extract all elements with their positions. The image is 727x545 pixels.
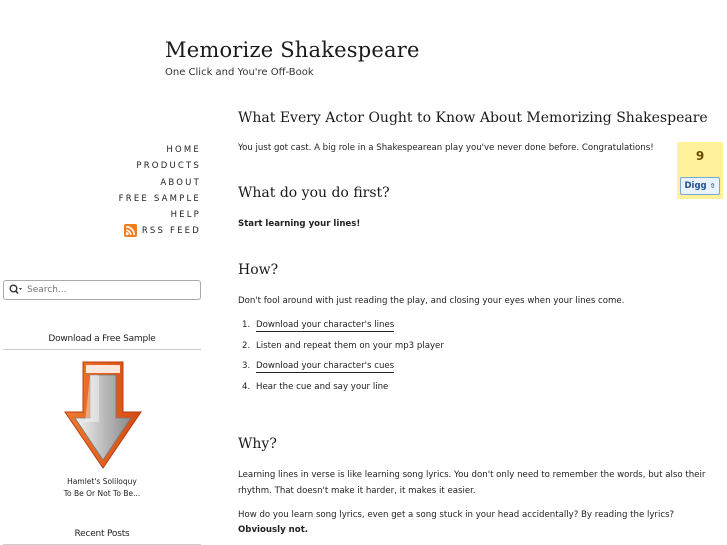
- step-number: 2.: [242, 340, 251, 351]
- search-icon: [9, 284, 23, 296]
- rss-icon: [124, 224, 137, 237]
- rss-feed-link[interactable]: [124, 224, 201, 237]
- how-text: Don't fool around with just reading the play, and closing your eyes when your lines come.: [238, 296, 625, 306]
- step-number: 4.: [242, 382, 251, 393]
- why-text-answer: [238, 525, 308, 535]
- post-intro: You just got cast. A big role in a Shakespearean play you've never done before. Congratulations!: [238, 143, 654, 153]
- site-tagline: One Click and You're Off-Book: [165, 67, 314, 78]
- search-box[interactable]: [3, 280, 201, 300]
- heading-what-first: What do you do first?: [238, 185, 390, 201]
- digg-label: Digg: [684, 181, 707, 191]
- nav-item-about[interactable]: ABOUT: [160, 177, 201, 188]
- digg-arrow-icon: ⇧: [709, 182, 716, 190]
- sample-caption-title[interactable]: Hamlet's Soliloquy: [67, 477, 137, 486]
- digg-count: 9: [695, 149, 705, 163]
- sample-caption-subtitle[interactable]: To Be Or Not To Be...: [63, 489, 141, 498]
- first-answer: [238, 219, 360, 229]
- steps-list: [242, 320, 444, 403]
- sample-widget-title: Download a Free Sample: [48, 334, 156, 344]
- nav-item-products[interactable]: PRODUCTS: [136, 161, 201, 172]
- first-answer-text: Start learning your lines!: [238, 219, 361, 229]
- download-lines-link[interactable]: Download your character's lines: [256, 320, 395, 330]
- rss-feed-label: RSS FEED: [141, 225, 201, 236]
- download-arrow-icon[interactable]: [63, 360, 143, 470]
- recent-posts-title: Recent Posts: [74, 529, 130, 539]
- search-input[interactable]: [27, 285, 187, 295]
- list-item: [242, 341, 444, 362]
- why-answer-text: Obviously not.: [238, 525, 309, 535]
- main-nav: [119, 142, 201, 223]
- step-text: Listen and repeat them on your mp3 player: [256, 340, 444, 351]
- step-number: 1.: [242, 320, 251, 330]
- widget-divider: [3, 349, 201, 350]
- site-title[interactable]: Memorize Shakespeare: [165, 38, 420, 62]
- why-text-question: How do you learn song lyrics, even get a song stuck in your head accidentally? By reading the lyrics?: [238, 510, 675, 520]
- heading-how: How?: [238, 262, 279, 278]
- step-number: 3.: [242, 361, 251, 372]
- nav-item-help[interactable]: HELP: [170, 210, 201, 221]
- why-text-line2: rhythm. That doesn't make it harder, it makes it easier.: [238, 486, 476, 496]
- list-item: [242, 382, 444, 403]
- download-cues-link[interactable]: Download your character's cues: [256, 361, 395, 372]
- why-text-line1: Learning lines in verse is like learning song lyrics. You don't only need to remember the words, but also their: [238, 470, 706, 480]
- step-text: Hear the cue and say your line: [256, 382, 389, 393]
- digg-widget: [677, 142, 723, 199]
- nav-item-free-sample[interactable]: FREE SAMPLE: [118, 193, 201, 204]
- list-item: [242, 320, 444, 341]
- heading-why: Why?: [238, 436, 277, 452]
- digg-button[interactable]: [680, 177, 720, 195]
- list-item: [242, 361, 444, 382]
- post-title[interactable]: What Every Actor Ought to Know About Memorizing Shakespeare: [238, 110, 708, 126]
- nav-item-home[interactable]: HOME: [166, 145, 201, 155]
